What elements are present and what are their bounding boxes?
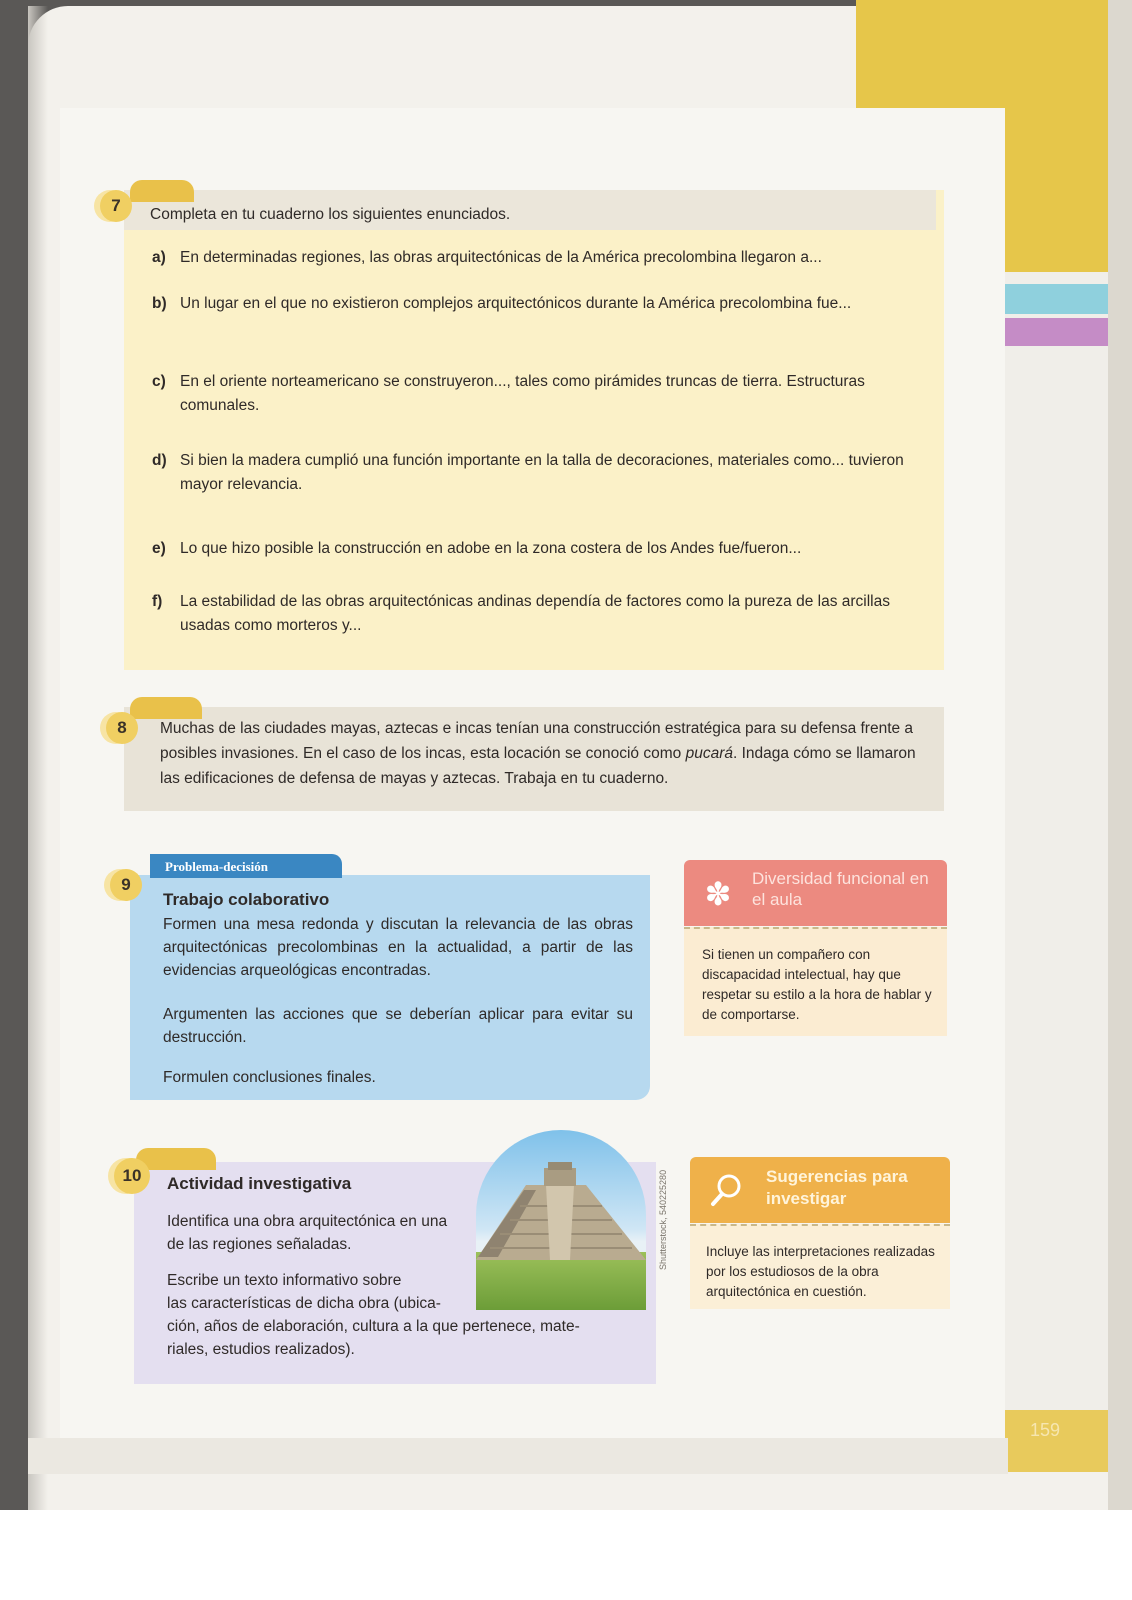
item-text: En el oriente norteamericano se construyeron..., tales como pirámides truncas de tierra. Estructuras comunales.	[180, 373, 865, 414]
activity-7-item-c	[152, 370, 932, 418]
activity-7-item-d	[152, 449, 932, 497]
activity-9-paragraph-2: Argumenten las acciones que se deberían aplicar para evitar su destrucción.	[163, 1006, 633, 1046]
activity-number-badge: 9	[110, 869, 142, 901]
item-text: Si bien la madera cumplió una función importante en la talla de decoraciones, materiales como... tuvieron mayor relevancia.	[180, 452, 904, 493]
activity-7-item-f	[152, 590, 932, 638]
activity-8-term: pucará	[685, 745, 733, 762]
page-number: 159	[1030, 1420, 1061, 1440]
item-text: La estabilidad de las obras arquitectónicas andinas dependía de factores como la pureza de las arcillas usadas como morteros y...	[180, 593, 890, 634]
item-letter: c)	[152, 373, 166, 390]
activity-10-title: Actividad investigativa	[167, 1174, 352, 1193]
activity-9-paragraph-1: Formen una mesa redonda y discutan la relevancia de las obras arquitectónicas precolombinas en la actualidad, a partir de las evidencias arqueológicas encontradas.	[163, 916, 633, 979]
activity-7-instruction: Completa en tu cuaderno los siguientes enunciados.	[150, 206, 511, 223]
activity-10-line-3: ción, años de elaboración, cultura a la que pertenece, mate-	[167, 1318, 580, 1335]
item-text: Lo que hizo posible la construcción en adobe en la zona costera de los Andes fue/fueron...	[180, 540, 802, 557]
activity-number-badge: 7	[100, 190, 132, 222]
pyramid-illustration	[476, 1130, 646, 1310]
activity-7-item-e	[152, 537, 932, 561]
page-edge	[1108, 0, 1132, 1510]
activity-10-tab	[136, 1148, 216, 1170]
problem-decision-label: Problema-decisión	[165, 859, 269, 874]
activity-number-badge: 10	[114, 1158, 150, 1194]
activity-8-text-part2: . Indaga cómo se llamaron las edificaciones de defensa de mayas y aztecas. Trabaja en tu cuaderno.	[160, 745, 916, 787]
activity-7-item-a	[152, 246, 932, 270]
magnifier-icon	[706, 1170, 746, 1210]
item-letter: a)	[152, 249, 166, 266]
activity-8-text	[160, 716, 930, 791]
page-gutter-shadow	[28, 6, 48, 1510]
item-text: En determinadas regiones, las obras arquitectónicas de la América precolombina llegaron a...	[180, 249, 822, 266]
activity-10-line-1: Escribe un texto informativo sobre	[167, 1272, 402, 1289]
photo-credit: Shutterstock, 540225280	[658, 1169, 668, 1270]
pyramid-photo	[476, 1130, 646, 1310]
activity-8-text-part1: Muchas de las ciudades mayas, aztecas e incas tenían una construcción estratégica para su defensa frente a posibles invasiones. En el caso de los incas, esta locación se conoció como	[160, 720, 914, 762]
activity-number-badge: 8	[106, 712, 138, 744]
diversity-note-title: Diversidad funcional en el aula	[752, 869, 929, 909]
activity-10-paragraph-1: Identifica una obra arquitectónica en una de las regiones señaladas.	[167, 1213, 448, 1253]
item-letter: f)	[152, 593, 163, 610]
scan-bottom-margin	[0, 1510, 1132, 1600]
item-letter: d)	[152, 452, 167, 469]
item-text: Un lugar en el que no existieron complejos arquitectónicos durante la América precolombina fue...	[180, 295, 852, 312]
activity-9-title: Trabajo colaborativo	[163, 890, 330, 909]
flower-icon: ✽	[704, 876, 732, 912]
research-note-text: Incluye las interpretaciones realizadas por los estudiosos de la obra arquitectónica en cuestión.	[706, 1244, 935, 1299]
page-margin-column	[1005, 272, 1108, 1412]
magenta-margin-stripe	[1005, 318, 1108, 346]
activity-7-item-b	[152, 292, 932, 316]
activity-7-tab	[130, 180, 194, 202]
research-note-title: Sugerencias para investigar	[766, 1167, 908, 1208]
item-letter: b)	[152, 295, 167, 312]
diversity-note-text: Si tienen un compañero con discapacidad intelectual, hay que respetar su estilo a la hora de hablar y de comportarse.	[702, 947, 932, 1022]
activity-10-line-4: riales, estudios realizados).	[167, 1341, 355, 1358]
cyan-margin-stripe	[1005, 284, 1108, 314]
activity-10-line-2: las características de dicha obra (ubica-	[167, 1295, 441, 1312]
item-letter: e)	[152, 540, 166, 557]
activity-9-paragraph-3: Formulen conclusiones finales.	[163, 1069, 376, 1086]
bottom-band	[28, 1438, 1008, 1474]
